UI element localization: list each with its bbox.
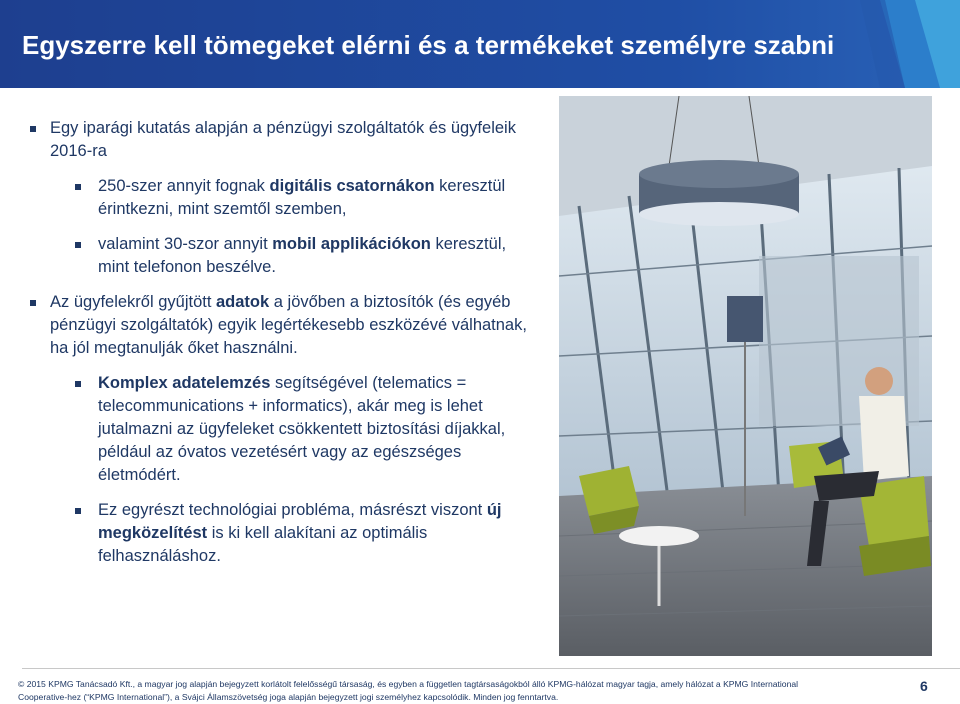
footer-divider (22, 668, 960, 669)
square-bullet-icon (75, 184, 81, 190)
bullet-text: Egy iparági kutatás alapján a pénzügyi szolgáltatók és ügyfeleik 2016-ra (50, 119, 516, 160)
bullet-text-bold: adatok (216, 293, 270, 311)
bullet-item (30, 233, 530, 279)
bullet-item (30, 499, 530, 568)
copyright-line-1: © 2015 KPMG Tanácsadó Kft., a magyar jog alapján bejegyzett korlátolt felelősségű társaság, és egyben a független tagtársaságokból álló KPMG-hálózat magyar tagja, amely hálózat a KPMG International (18, 679, 799, 689)
bullet-text: keresztül érintkezni, mint szemtől szemben, (98, 177, 506, 218)
bullet-item (30, 175, 530, 221)
bullet-text: a jövőben a biztosítók (és egyéb pénzügyi szolgáltatók) egyik legértékesebb eszközévé válhatnak, ha jól megtanulják őket használni. (50, 293, 527, 357)
bullet-text: segítségével (telematics = telecommunications + informatics), akár meg is lehet jutalmazni az ügyfeleket csökkentett biztosítási díjakkal, például az óvatos vezetésért vagy az egészséges életmódért. (98, 374, 506, 484)
bullet-text-bold: digitális csatornákon (269, 177, 435, 195)
bullet-text: Ez egyrészt technológiai probléma, másrészt viszont (98, 501, 487, 519)
bullet-text-bold: Komplex adatelemzés (98, 374, 271, 392)
square-bullet-icon (75, 242, 81, 248)
slide-title: Egyszerre kell tömegeket elérni és a termékeket személyre szabni (22, 30, 835, 60)
slide-header (0, 0, 960, 88)
bullet-text: Az ügyfelekről gyűjtött (50, 293, 216, 311)
page-number: 6 (920, 678, 928, 694)
copyright-text (18, 678, 918, 704)
square-bullet-icon (75, 508, 81, 514)
square-bullet-icon (30, 126, 36, 132)
bullet-item (30, 372, 530, 487)
office-lounge-image (559, 96, 932, 656)
copyright-line-2: Cooperative-hez (“KPMG International”), a Svájci Államszövetség joga alapján bejegyzett jogi személyhez kapcsolódik. Minden jog fenntartva. (18, 692, 559, 702)
bullet-text: valamint 30-szor annyit (98, 235, 273, 253)
bullet-text: is ki kell alakítani az optimális felhasználáshoz. (98, 524, 428, 565)
bullet-text: 250-szer annyit fognak (98, 177, 270, 195)
bullet-item (30, 291, 530, 360)
bullet-text-bold: mobil applikációkon (272, 235, 431, 253)
bullet-text: keresztül, mint telefonon beszélve. (98, 235, 507, 276)
square-bullet-icon (75, 381, 81, 387)
bullet-item (30, 117, 530, 163)
bullet-list (30, 117, 530, 580)
bullet-text-bold: új megközelítést (98, 501, 502, 542)
office-photo (559, 96, 932, 656)
square-bullet-icon (30, 300, 36, 306)
slide-footer (0, 668, 960, 702)
